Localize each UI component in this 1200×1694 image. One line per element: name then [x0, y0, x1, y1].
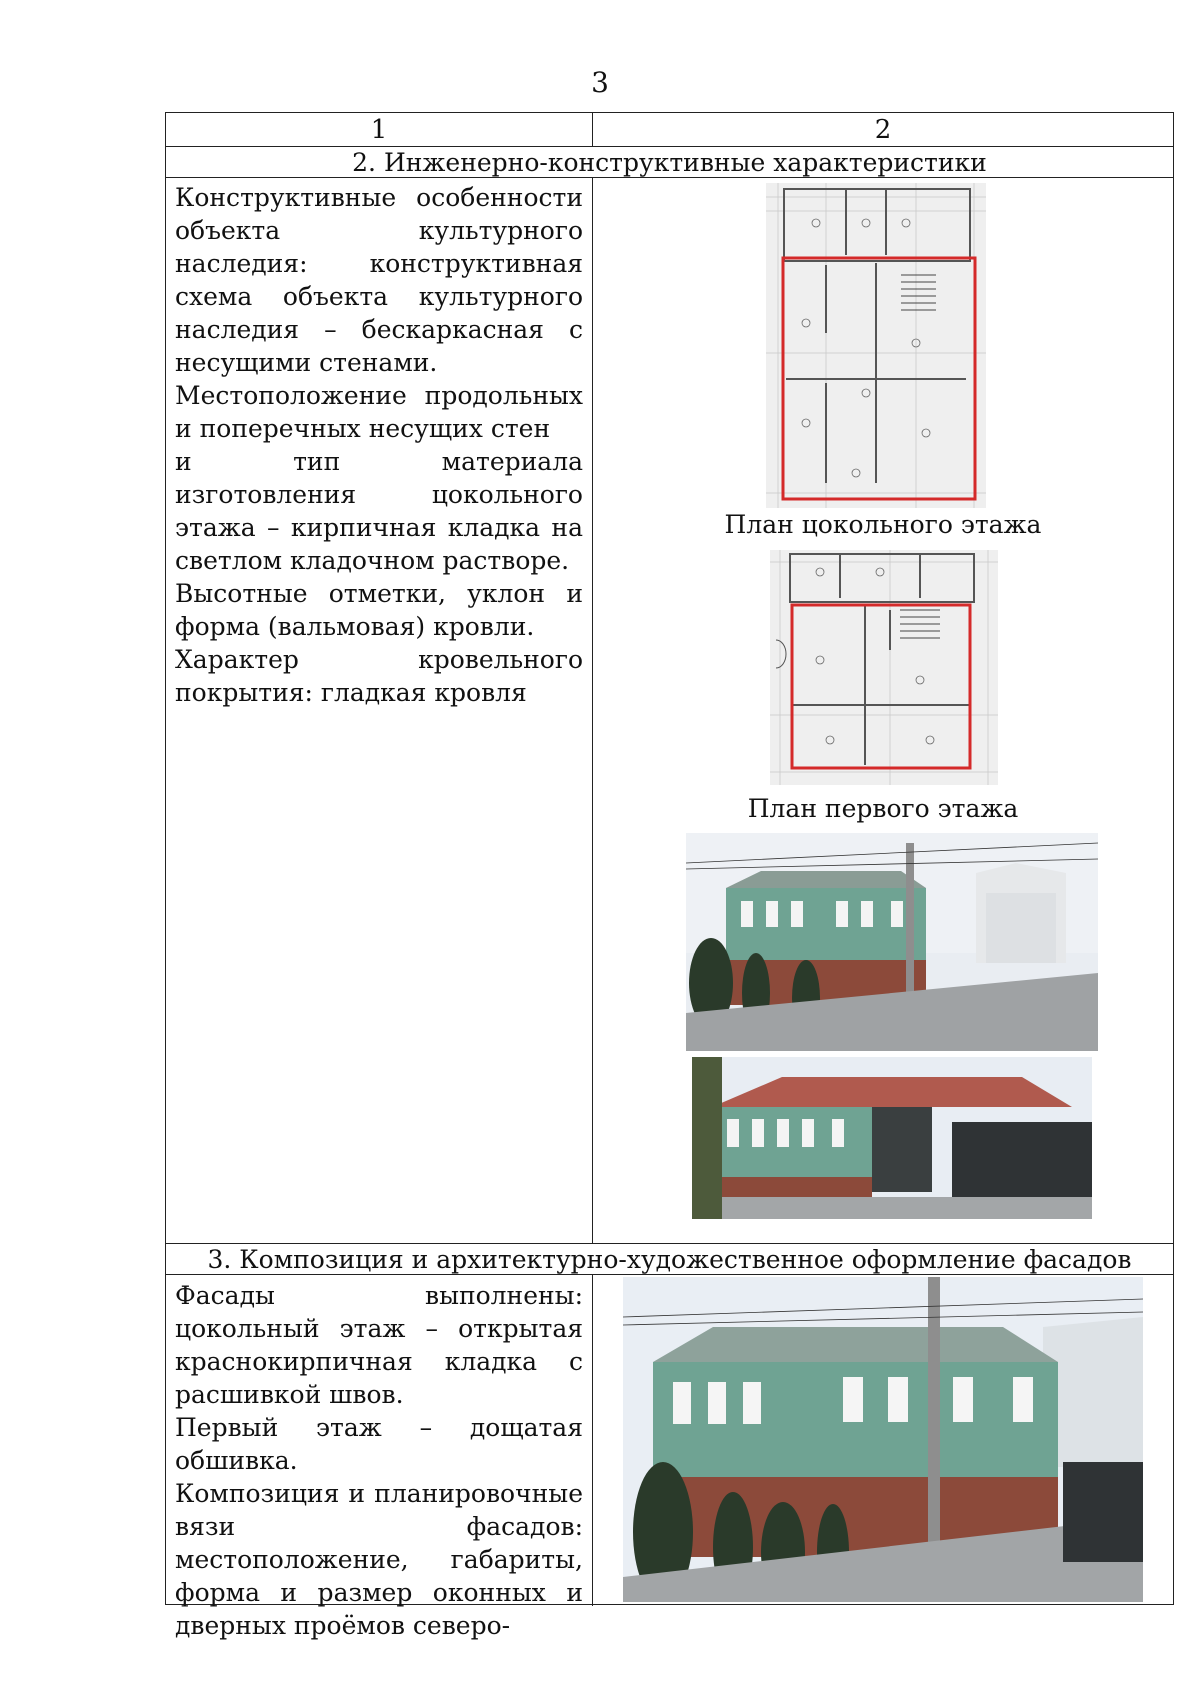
- first-floor-plan-image: [770, 550, 998, 785]
- basement-plan-caption: План цокольного этажа: [724, 510, 1042, 539]
- section-2-title: 2. Инженерно-конструктивные характеристики: [352, 148, 987, 177]
- column-1-header: 1: [370, 115, 388, 145]
- paragraph: Высотные отметки, уклон и форма (вальмовая) кровли.: [175, 579, 583, 641]
- column-2-header: 2: [874, 115, 892, 145]
- section-2-text: [175, 181, 583, 709]
- paragraph: и тип материала изготовления цокольного этажа – кирпичная кладка на светлом кладочном растворе.: [175, 447, 583, 575]
- facade-photo: [623, 1277, 1143, 1602]
- attribute-table: [165, 112, 1174, 1640]
- column-divider: [592, 1274, 593, 1606]
- paragraph: Первый этаж – дощатая обшивка.: [175, 1413, 583, 1475]
- row-divider: [166, 1274, 1173, 1275]
- building-photo-2: [692, 1057, 1092, 1219]
- section-3-title: 3. Композиция и архитектурно-художественное оформление фасадов: [207, 1245, 1132, 1274]
- column-divider: [592, 113, 593, 146]
- basement-floor-plan-image: [766, 183, 986, 508]
- paragraph: Местоположение продольных и поперечных несущих стен: [175, 381, 583, 443]
- column-divider: [592, 177, 593, 1243]
- paragraph: Композиция и планировочные вязи фасадов: местоположение, габариты, форма и размер оконных и дверных проёмов северо-: [175, 1479, 583, 1640]
- row-divider: [166, 177, 1173, 178]
- paragraph: Фасады выполнены: цокольный этаж – открытая краснокирпичная кладка с расшивкой швов.: [175, 1281, 583, 1409]
- first-floor-plan-caption: План первого этажа: [747, 794, 1019, 823]
- section-3-text: [175, 1279, 583, 1642]
- paragraph: Характер кровельного покрытия: гладкая кровля: [175, 645, 583, 707]
- paragraph: Конструктивные особенности объекта культурного наследия: конструктивная схема объекта культурного наследия – бескаркасная с несущими стенами.: [175, 183, 583, 377]
- page-number: 3: [591, 66, 609, 99]
- building-photo-1: [686, 833, 1098, 1051]
